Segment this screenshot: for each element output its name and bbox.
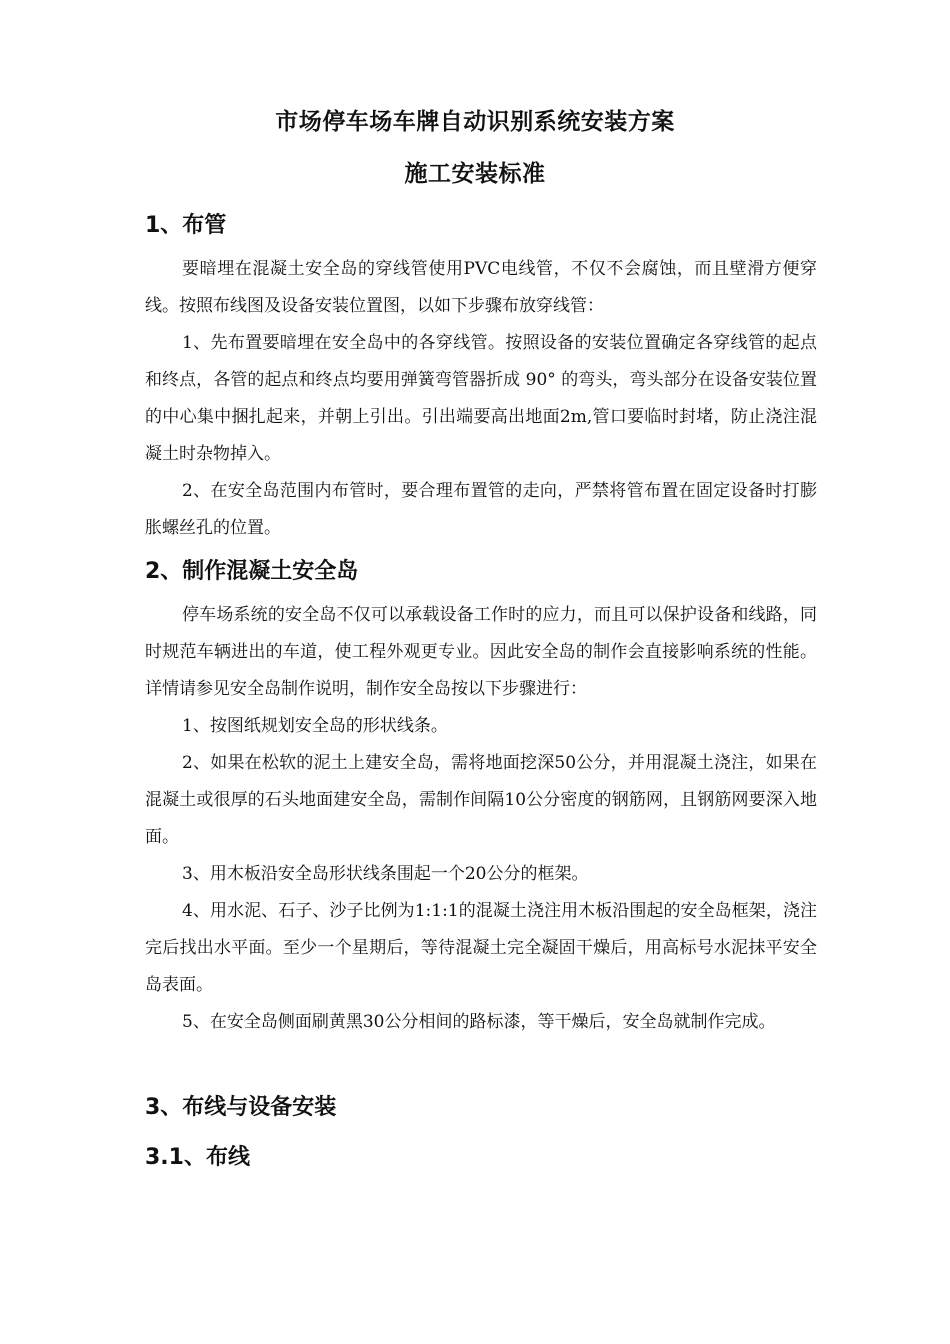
document-subtitle: 施工安装标准 xyxy=(404,161,546,187)
section-1-paragraph-1: 要暗埋在混凝土安全岛的穿线管使用PVC电线管，不仅不会腐蚀，而且壁滑方便穿线。按照布线图及设备安装位置图，以如下步骤布放穿线管： xyxy=(145,259,817,316)
section-2-paragraph-6: 5、在安全岛侧面刷黄黑30公分相间的路标漆，等干燥后，安全岛就制作完成。 xyxy=(182,1012,776,1032)
section-heading-1: 1、布管 xyxy=(145,213,227,238)
section-2-paragraph-3: 2、如果在松软的泥土上建安全岛，需将地面挖深50公分，并用混凝土浇注，如果在混凝土或很厚的石头地面建安全岛，需制作间隔10公分密度的钢筋网，且钢筋网要深入地面。 xyxy=(145,753,817,847)
section-heading-2: 2、制作混凝土安全岛 xyxy=(145,559,359,584)
section-2-paragraph-5: 4、用水泥、石子、沙子比例为1:1:1的混凝土浇注用木板沿围起的安全岛框架，浇注完后找出水平面。至少一个星期后，等待混凝土完全凝固干燥后，用高标号水泥抹平安全岛表面。 xyxy=(145,901,817,995)
section-2-paragraph-4: 3、用木板沿安全岛形状线条围起一个20公分的框架。 xyxy=(182,864,589,884)
section-1-paragraph-3: 2、在安全岛范围内布管时，要合理布置管的走向，严禁将管布置在固定设备时打膨胀螺丝孔的位置。 xyxy=(145,481,817,538)
section-heading-3: 3、布线与设备安装 xyxy=(145,1095,337,1120)
document-title: 市场停车场车牌自动识别系统安装方案 xyxy=(275,109,675,135)
section-1-paragraph-2: 1、先布置要暗埋在安全岛中的各穿线管。按照设备的安装位置确定各穿线管的起点和终点，各管的起点和终点均要用弹簧弯管器折成 90° 的弯头，弯头部分在设备安装位置的中心集中捆扎起来，并朝上引出。引出端要高出地面2m,管口要临时封堵，防止浇注混凝土时杂物掉入。 xyxy=(145,333,817,464)
section-heading-3-1: 3.1、布线 xyxy=(145,1145,250,1170)
section-2-paragraph-1: 停车场系统的安全岛不仅可以承载设备工作时的应力，而且可以保护设备和线路，同时规范车辆进出的车道，使工程外观更专业。因此安全岛的制作会直接影响系统的性能。详情请参见安全岛制作说明，制作安全岛按以下步骤进行： xyxy=(145,605,817,699)
section-2-paragraph-2: 1、按图纸规划安全岛的形状线条。 xyxy=(182,716,448,736)
